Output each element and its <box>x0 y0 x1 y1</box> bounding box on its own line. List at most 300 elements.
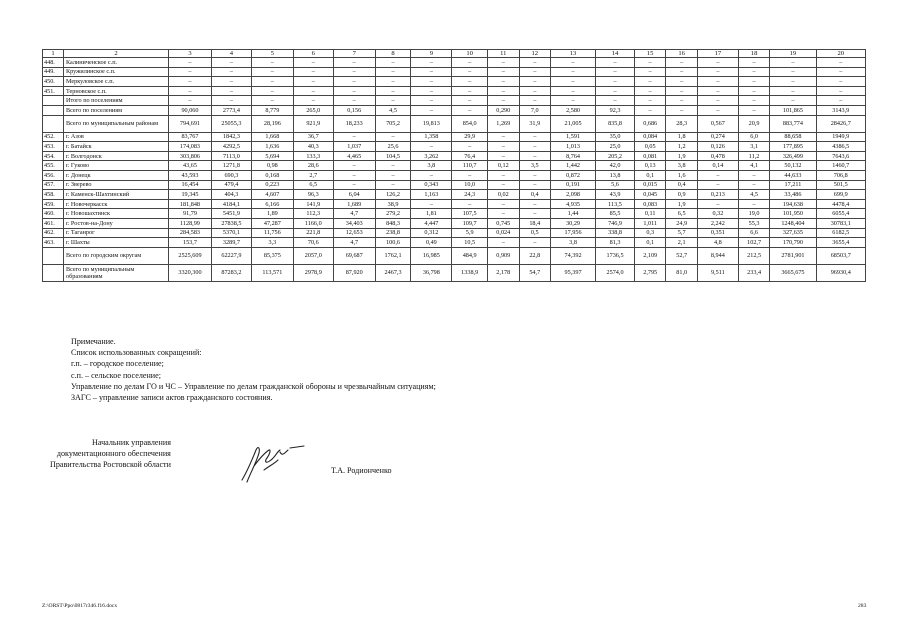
table-row <box>43 142 866 152</box>
table-cell: 4,5 <box>738 190 769 200</box>
table-cell: 0,98 <box>251 161 293 171</box>
table-cell: – <box>211 67 251 77</box>
table-cell: – <box>333 161 375 171</box>
table-cell: – <box>211 58 251 68</box>
table-cell: 43,9 <box>596 190 635 200</box>
table-cell: 883,774 <box>770 115 816 132</box>
table-cell: 92,3 <box>596 105 635 115</box>
table-cell: 2,1 <box>666 238 697 248</box>
page-number: 283 <box>858 603 867 609</box>
table-cell: 327,635 <box>770 228 816 238</box>
table-cell: 16,454 <box>168 180 211 190</box>
table-cell: – <box>738 86 769 96</box>
table-cell: – <box>816 67 865 77</box>
table-cell: – <box>488 142 519 152</box>
table-cell: 690,3 <box>211 170 251 180</box>
table-cell: 24,9 <box>666 218 697 228</box>
table-cell: 1248,404 <box>770 218 816 228</box>
table-cell: – <box>333 86 375 96</box>
table-cell: 42,0 <box>596 161 635 171</box>
table-cell: 4,935 <box>550 199 595 209</box>
table-cell: 0,1 <box>634 170 665 180</box>
table-cell: – <box>293 58 333 68</box>
table-cell: – <box>519 170 550 180</box>
row-name: г. Новошахтинск <box>63 209 168 219</box>
table-cell: 1,44 <box>550 209 595 219</box>
table-cell: 107,5 <box>452 209 488 219</box>
row-name: Терновское с.п. <box>63 86 168 96</box>
table-cell: 0,343 <box>411 180 452 190</box>
table-cell: 6182,5 <box>816 228 865 238</box>
table-cell: 12,653 <box>333 228 375 238</box>
table-cell: 0,351 <box>697 228 738 238</box>
table-cell: – <box>697 86 738 96</box>
table-cell: 0,015 <box>634 180 665 190</box>
table-cell: – <box>596 96 635 106</box>
table-cell: 28,6 <box>293 161 333 171</box>
table-cell: 28,3 <box>666 115 697 132</box>
table-cell: 68503,7 <box>816 247 865 264</box>
table-cell: 81,3 <box>596 238 635 248</box>
table-cell: – <box>488 238 519 248</box>
signer-title <box>50 437 171 471</box>
table-cell: – <box>293 86 333 96</box>
table-cell: 70,6 <box>293 238 333 248</box>
table-cell: – <box>770 58 816 68</box>
table-cell: 0,1 <box>634 238 665 248</box>
table-cell: – <box>333 96 375 106</box>
table-cell: 284,583 <box>168 228 211 238</box>
table-cell: 170,790 <box>770 238 816 248</box>
table-cell: 2,7 <box>293 170 333 180</box>
table-cell: 24,3 <box>452 190 488 200</box>
table-cell: 479,4 <box>211 180 251 190</box>
table-cell: 1,689 <box>333 199 375 209</box>
table-cell: – <box>411 58 452 68</box>
table-cell: – <box>697 67 738 77</box>
table-cell: – <box>375 96 411 106</box>
table-cell: – <box>333 170 375 180</box>
table-cell: – <box>333 77 375 87</box>
row-number: 454. <box>43 151 64 161</box>
table-cell: 0,567 <box>697 115 738 132</box>
table-cell: – <box>816 86 865 96</box>
table-row <box>43 151 866 161</box>
table-cell: 1128,99 <box>168 218 211 228</box>
table-cell: 338,8 <box>596 228 635 238</box>
table-cell: 91,79 <box>168 209 211 219</box>
table-cell: 794,691 <box>168 115 211 132</box>
table-cell: 0,49 <box>411 238 452 248</box>
signer-title-line: документационного обеспечения <box>56 449 171 459</box>
table-cell: 54,7 <box>519 264 550 281</box>
table-cell: 3320,300 <box>168 264 211 281</box>
table-row <box>43 77 866 87</box>
table-cell: 1,6 <box>666 170 697 180</box>
table-cell: 1460,7 <box>816 161 865 171</box>
table-cell: – <box>666 86 697 96</box>
table-cell: 2,795 <box>634 264 665 281</box>
table-cell: – <box>168 77 211 87</box>
table-cell: 2057,0 <box>293 247 333 264</box>
table-cell: 2,098 <box>550 190 595 200</box>
table-cell: 0,081 <box>634 151 665 161</box>
table-cell: 4292,5 <box>211 142 251 152</box>
table-cell: – <box>411 170 452 180</box>
table-cell: – <box>411 199 452 209</box>
table-cell: 11,2 <box>738 151 769 161</box>
table-cell: 30783,1 <box>816 218 865 228</box>
table-cell: – <box>211 77 251 87</box>
row-name: г. Каменск-Шахтинский <box>63 190 168 200</box>
table-cell: 2,580 <box>550 105 595 115</box>
table-cell: 96,3 <box>293 190 333 200</box>
table-cell: 3,262 <box>411 151 452 161</box>
table-cell: 43,65 <box>168 161 211 171</box>
table-cell: 90,060 <box>168 105 211 115</box>
table-cell: 0,312 <box>411 228 452 238</box>
table-cell: 21,005 <box>550 115 595 132</box>
table-cell: – <box>816 77 865 87</box>
table-cell: 0,686 <box>634 115 665 132</box>
table-cell: 33,486 <box>770 190 816 200</box>
table-cell: 38,9 <box>375 199 411 209</box>
column-header: 12 <box>519 50 550 58</box>
table-cell: – <box>697 58 738 68</box>
table-cell: 87283,2 <box>211 264 251 281</box>
note-line: Примечание. <box>71 337 116 346</box>
table-cell: 706,8 <box>816 170 865 180</box>
table-cell: 47,287 <box>251 218 293 228</box>
table-cell: – <box>488 77 519 87</box>
table-cell: 3289,7 <box>211 238 251 248</box>
table-cell: – <box>519 67 550 77</box>
table-cell: – <box>816 58 865 68</box>
table-cell: 1,9 <box>666 151 697 161</box>
table-cell: – <box>251 86 293 96</box>
row-name: Итого по поселениям <box>63 96 168 106</box>
column-header: 14 <box>596 50 635 58</box>
table-cell: 3665,675 <box>770 264 816 281</box>
table-cell: 6,5 <box>293 180 333 190</box>
table-cell: 0,872 <box>550 170 595 180</box>
table-cell: – <box>488 132 519 142</box>
table-cell: – <box>596 77 635 87</box>
table-cell: – <box>452 86 488 96</box>
table-cell: 3143,9 <box>816 105 865 115</box>
table-row <box>43 180 866 190</box>
table-cell: 0,14 <box>697 161 738 171</box>
table-cell: – <box>488 180 519 190</box>
table-cell: 95,397 <box>550 264 595 281</box>
table-row <box>43 238 866 248</box>
table-cell: – <box>634 67 665 77</box>
table-cell: 35,0 <box>596 132 635 142</box>
table-cell: – <box>519 151 550 161</box>
table-row <box>43 58 866 68</box>
table-cell: 2,178 <box>488 264 519 281</box>
table-cell: 746,9 <box>596 218 635 228</box>
table-row <box>43 218 866 228</box>
column-header: 17 <box>697 50 738 58</box>
table-row <box>43 115 866 132</box>
row-number <box>43 115 64 132</box>
table-cell: – <box>411 77 452 87</box>
table-cell: – <box>519 58 550 68</box>
row-name: г. Азов <box>63 132 168 142</box>
table-cell: – <box>452 96 488 106</box>
table-cell: – <box>519 238 550 248</box>
table-cell: 5,6 <box>596 180 635 190</box>
table-cell: 0,223 <box>251 180 293 190</box>
table-cell: – <box>375 77 411 87</box>
table-cell: 81,0 <box>666 264 697 281</box>
table-cell: 0,126 <box>697 142 738 152</box>
table-cell: – <box>488 151 519 161</box>
table-cell: 1,81 <box>411 209 452 219</box>
table-cell: 43,593 <box>168 170 211 180</box>
table-cell: 22,8 <box>519 247 550 264</box>
table-cell: 699,9 <box>816 190 865 200</box>
table-cell: – <box>211 86 251 96</box>
table-cell: 2781,901 <box>770 247 816 264</box>
table-cell: 1,269 <box>488 115 519 132</box>
table-cell: – <box>375 170 411 180</box>
table-cell: 13,8 <box>596 170 635 180</box>
table-cell: – <box>738 170 769 180</box>
table-cell: 1,89 <box>251 209 293 219</box>
table-cell: 2574,0 <box>596 264 635 281</box>
table-cell: 2,109 <box>634 247 665 264</box>
table-cell: 6055,4 <box>816 209 865 219</box>
table-cell: – <box>333 58 375 68</box>
table-cell: – <box>550 96 595 106</box>
row-name: г. Шахты <box>63 238 168 248</box>
table-cell: – <box>738 96 769 106</box>
table-cell: 87,920 <box>333 264 375 281</box>
table-cell: 835,8 <box>596 115 635 132</box>
table-cell: 0,13 <box>634 161 665 171</box>
table-cell: – <box>596 58 635 68</box>
table-cell: – <box>411 105 452 115</box>
row-name: г. Волгодонск <box>63 151 168 161</box>
table-cell: – <box>550 58 595 68</box>
table-cell: – <box>452 105 488 115</box>
row-number: 450. <box>43 77 64 87</box>
table-cell: – <box>488 209 519 219</box>
column-header: 11 <box>488 50 519 58</box>
signer-name: Т.А. Родионченко <box>331 466 392 475</box>
row-number: 451. <box>43 86 64 96</box>
table-cell: – <box>251 77 293 87</box>
table-cell: 102,7 <box>738 238 769 248</box>
table-cell: 17,956 <box>550 228 595 238</box>
table-cell: 1,163 <box>411 190 452 200</box>
header-row <box>43 50 866 58</box>
table-cell: 4,8 <box>697 238 738 248</box>
table-cell: – <box>519 180 550 190</box>
table-cell: 0,168 <box>251 170 293 180</box>
row-name: г. Новочеркасск <box>63 199 168 209</box>
table-cell: 238,8 <box>375 228 411 238</box>
table-cell: 1338,9 <box>452 264 488 281</box>
table-cell: 36,7 <box>293 132 333 142</box>
table-cell: 25055,3 <box>211 115 251 132</box>
table-cell: – <box>519 77 550 87</box>
table-cell: 126,2 <box>375 190 411 200</box>
table-cell: 2467,3 <box>375 264 411 281</box>
row-number <box>43 264 64 281</box>
table-cell: – <box>375 132 411 142</box>
note-line: г.п. – городское поселение; <box>71 359 164 369</box>
table-cell: – <box>488 67 519 77</box>
table-cell: 0,045 <box>634 190 665 200</box>
table-cell: 104,5 <box>375 151 411 161</box>
table-cell: 10,5 <box>452 238 488 248</box>
table-cell: 85,5 <box>596 209 635 219</box>
row-number <box>43 247 64 264</box>
table-cell: – <box>333 180 375 190</box>
table-cell: 7113,0 <box>211 151 251 161</box>
row-name: Меркуловское с.п. <box>63 77 168 87</box>
table-cell: 2,242 <box>697 218 738 228</box>
table-cell: 19,0 <box>738 209 769 219</box>
table-row <box>43 105 866 115</box>
table-cell: 88,658 <box>770 132 816 142</box>
table-cell: 19,345 <box>168 190 211 200</box>
table-cell: 3655,4 <box>816 238 865 248</box>
table-cell: 1,9 <box>666 199 697 209</box>
row-number: 457. <box>43 180 64 190</box>
table-cell: 69,687 <box>333 247 375 264</box>
column-header: 9 <box>411 50 452 58</box>
table-cell: – <box>519 86 550 96</box>
table-cell: 0,3 <box>634 228 665 238</box>
column-header: 2 <box>63 50 168 58</box>
table-cell: 6,5 <box>666 209 697 219</box>
signer-title-line: Начальник управления <box>91 438 171 447</box>
table-cell: 101,950 <box>770 209 816 219</box>
table-cell: – <box>293 96 333 106</box>
table-row <box>43 161 866 171</box>
table-cell: 0,909 <box>488 247 519 264</box>
table-cell: – <box>550 77 595 87</box>
row-number: 453. <box>43 142 64 152</box>
table-cell: – <box>697 77 738 87</box>
table-cell: 4,447 <box>411 218 452 228</box>
table-cell: 50,132 <box>770 161 816 171</box>
table-cell: – <box>770 67 816 77</box>
table-cell: – <box>697 170 738 180</box>
table-cell: – <box>738 77 769 87</box>
table-cell: – <box>634 58 665 68</box>
table-cell: – <box>168 58 211 68</box>
table-cell: 1842,3 <box>211 132 251 142</box>
table-row <box>43 228 866 238</box>
table-cell: – <box>411 96 452 106</box>
column-header: 7 <box>333 50 375 58</box>
table-cell: – <box>666 96 697 106</box>
table-cell: 28,196 <box>251 115 293 132</box>
table-cell: 74,392 <box>550 247 595 264</box>
table-cell: – <box>375 180 411 190</box>
table-cell: – <box>488 58 519 68</box>
table-cell: 848,3 <box>375 218 411 228</box>
table-row <box>43 209 866 219</box>
row-number: 449. <box>43 67 64 77</box>
column-header: 5 <box>251 50 293 58</box>
row-number: 458. <box>43 190 64 200</box>
table-cell: 1,442 <box>550 161 595 171</box>
row-number: 456. <box>43 170 64 180</box>
table-cell: – <box>738 199 769 209</box>
table-cell: 212,5 <box>738 247 769 264</box>
table-cell: 3,3 <box>251 238 293 248</box>
table-cell: 0,4 <box>666 180 697 190</box>
table-cell: – <box>697 199 738 209</box>
column-header: 13 <box>550 50 595 58</box>
table-cell: 27838,5 <box>211 218 251 228</box>
table-cell: 4386,5 <box>816 142 865 152</box>
table-cell: 4184,1 <box>211 199 251 209</box>
table-cell: – <box>375 67 411 77</box>
table-cell: 141,9 <box>293 199 333 209</box>
row-name: г. Батайск <box>63 142 168 152</box>
table-cell: 6,166 <box>251 199 293 209</box>
table-cell: – <box>488 170 519 180</box>
table-cell: 7643,6 <box>816 151 865 161</box>
table-cell: 177,895 <box>770 142 816 152</box>
table-cell: – <box>550 67 595 77</box>
table-cell: – <box>488 86 519 96</box>
column-header: 19 <box>770 50 816 58</box>
row-name: Всего по муниципальным образованиям <box>63 264 168 281</box>
note-line: Управление по делам ГО и ЧС – Управление по делам гражданской обороны и чрезвычайным ситуациям; <box>71 381 436 391</box>
table-cell: 0,745 <box>488 218 519 228</box>
table-cell: 100,6 <box>375 238 411 248</box>
table-row <box>43 86 866 96</box>
table-row <box>43 170 866 180</box>
column-header: 20 <box>816 50 865 58</box>
table-cell: 0,11 <box>634 209 665 219</box>
table-cell: 0,05 <box>634 142 665 152</box>
table-cell: – <box>411 67 452 77</box>
table-cell: 1,591 <box>550 132 595 142</box>
table-cell: – <box>452 58 488 68</box>
table-cell: 4,607 <box>251 190 293 200</box>
table-cell: 2525,609 <box>168 247 211 264</box>
row-number <box>43 96 64 106</box>
table-cell: 5451,9 <box>211 209 251 219</box>
row-number: 459. <box>43 199 64 209</box>
table-cell: 1,636 <box>251 142 293 152</box>
table-cell: 1166,0 <box>293 218 333 228</box>
table-cell: 221,8 <box>293 228 333 238</box>
table-cell: 0,274 <box>697 132 738 142</box>
table-cell: – <box>666 77 697 87</box>
table-cell: – <box>519 132 550 142</box>
table-cell: 1,011 <box>634 218 665 228</box>
row-number: 455. <box>43 161 64 171</box>
table-cell: 174,083 <box>168 142 211 152</box>
table-row <box>43 199 866 209</box>
table-cell: – <box>770 86 816 96</box>
table-cell: 1,8 <box>666 132 697 142</box>
table-cell: 8,764 <box>550 151 595 161</box>
table-cell: 0,084 <box>634 132 665 142</box>
table-cell: 3,5 <box>519 161 550 171</box>
row-name: Всего по муниципальным районам <box>63 115 168 132</box>
